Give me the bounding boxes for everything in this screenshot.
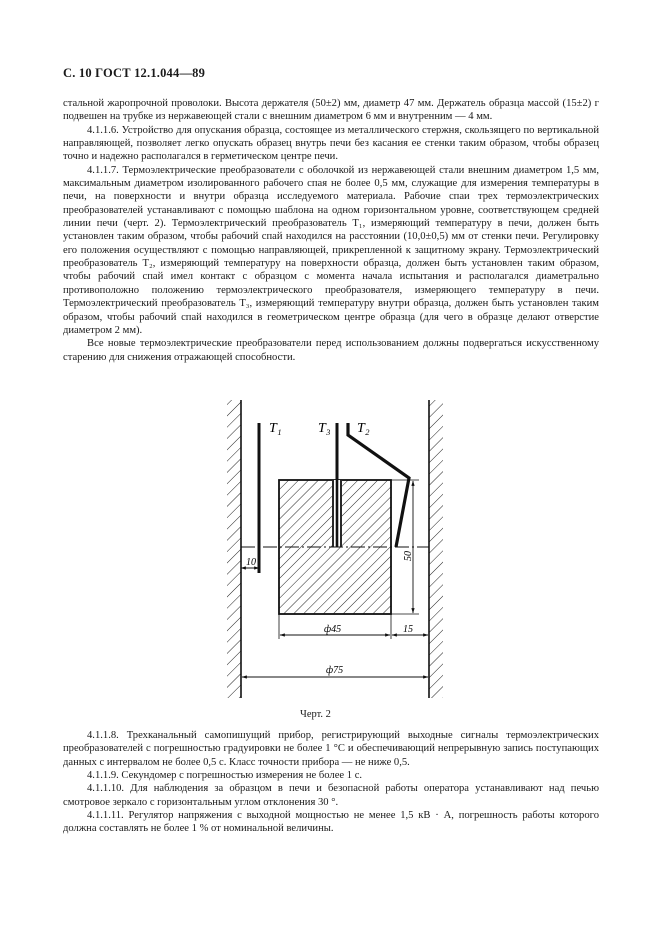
dim-d45: ф45: [324, 624, 342, 635]
furnace-right-wall: [429, 400, 443, 698]
label-t2: T₂: [357, 421, 370, 436]
text-block-bottom: [63, 729, 599, 836]
text-block-top: [63, 97, 599, 364]
figure-caption: Черт. 2: [300, 709, 331, 720]
dim-d75: ф75: [326, 665, 344, 676]
paragraph-4-1-1-11: 4.1.1.11. Регулятор напряжения с выходной мощностью не менее 1,5 кВ · А, погрешность работы которого должна составлять не более 1 % от номинальной величины.: [63, 810, 599, 835]
label-t3: T₃: [318, 421, 331, 436]
paragraph-4-1-1-6: 4.1.1.6. Устройство для опускания образца, состоящее из металлического стержня, скользящего по вертикальной направляющей, позволяет легко опускать образец внутрь печи без касания ее стенки таким образом, чтобы образец точно и надежно располагался в герметическом центре печи.: [63, 124, 599, 163]
dim-50: 50: [403, 551, 414, 561]
dim-10: 10: [246, 557, 256, 568]
furnace-left-wall: [227, 400, 241, 698]
paragraph-aging-note: Все новые термоэлектрические преобразователи перед использованием должны подвергаться искусственному старению для снижения отражающей способности.: [63, 338, 599, 363]
paragraph-holder-description: стальной жаропрочной проволоки. Высота держателя (50±2) мм, диаметр 47 мм. Держатель образца массой (15±2) г подвешен на трубке из нержавеющей стали с внешним диаметром 6 мм и внутренним — 4 мм.: [63, 98, 599, 123]
figure-2-diagram: [225, 395, 455, 705]
paragraph-4-1-1-9: 4.1.1.9. Секундомер с погрешностью измерения не более 1 с.: [87, 770, 363, 782]
paragraph-4-1-1-7: 4.1.1.7. Термоэлектрические преобразователи с оболочкой из нержавеющей стали внешним диаметром 1,5 мм, максимальным диаметром изолированного рабочего спая не более 0,5 мм, служащие для измерения температуры в печи, на поверхности и внутри образца исследуемого материала. Рабочие спаи трех термоэлектрических преобразователей устанавливают с помощью шаблона на одном горизонтальном уровне, соответствующем средней линии печи (черт. 2). Термоэлектрический преобразователь T₁, измеряющий температуру в печи, должен быть установлен таким образом, чтобы рабочий спай находился на расстоянии (10,0±0,5) мм от стенки печи. Регулировку его положения осуществляют с помощью направляющей, прикрепленной к защитному экрану. Термоэлектрический преобразователь T₂, измеряющий температуру на поверхности образца, должен быть установлен таким образом, чтобы рабочий спай имел контакт с образцом с момента начала испытания и располагался диаметрально противоположно положению термоэлектрического преобразователя, измеряющего температуру в печи. Термоэлектрический преобразователь T₃, измеряющий температуру внутри образца, должен быть установлен таким образом, чтобы рабочий спай находился в геометрическом центре образца (для чего в образце делают отверстие диаметром 2 мм).: [63, 164, 599, 336]
paragraph-4-1-1-8: 4.1.1.8. Трехканальный самопишущий прибор, регистрирующий выходные сигналы термоэлектрических преобразователей с погрешностью градуировки не более 1 °С и обеспечивающий непрерывную запись поступающих данных с интервалом не более 0,5 с. Класс точности прибора — не ниже 0,5.: [63, 730, 599, 768]
label-t1: T₁: [269, 421, 282, 436]
dim-15: 15: [403, 624, 413, 635]
page-header: С. 10 ГОСТ 12.1.044—89: [63, 66, 206, 80]
paragraph-4-1-1-10: 4.1.1.10. Для наблюдения за образцом в печи и безопасной работы оператора устанавливают над печью смотровое зеркало с горизонтальным углом отклонения 30 °.: [63, 783, 599, 808]
